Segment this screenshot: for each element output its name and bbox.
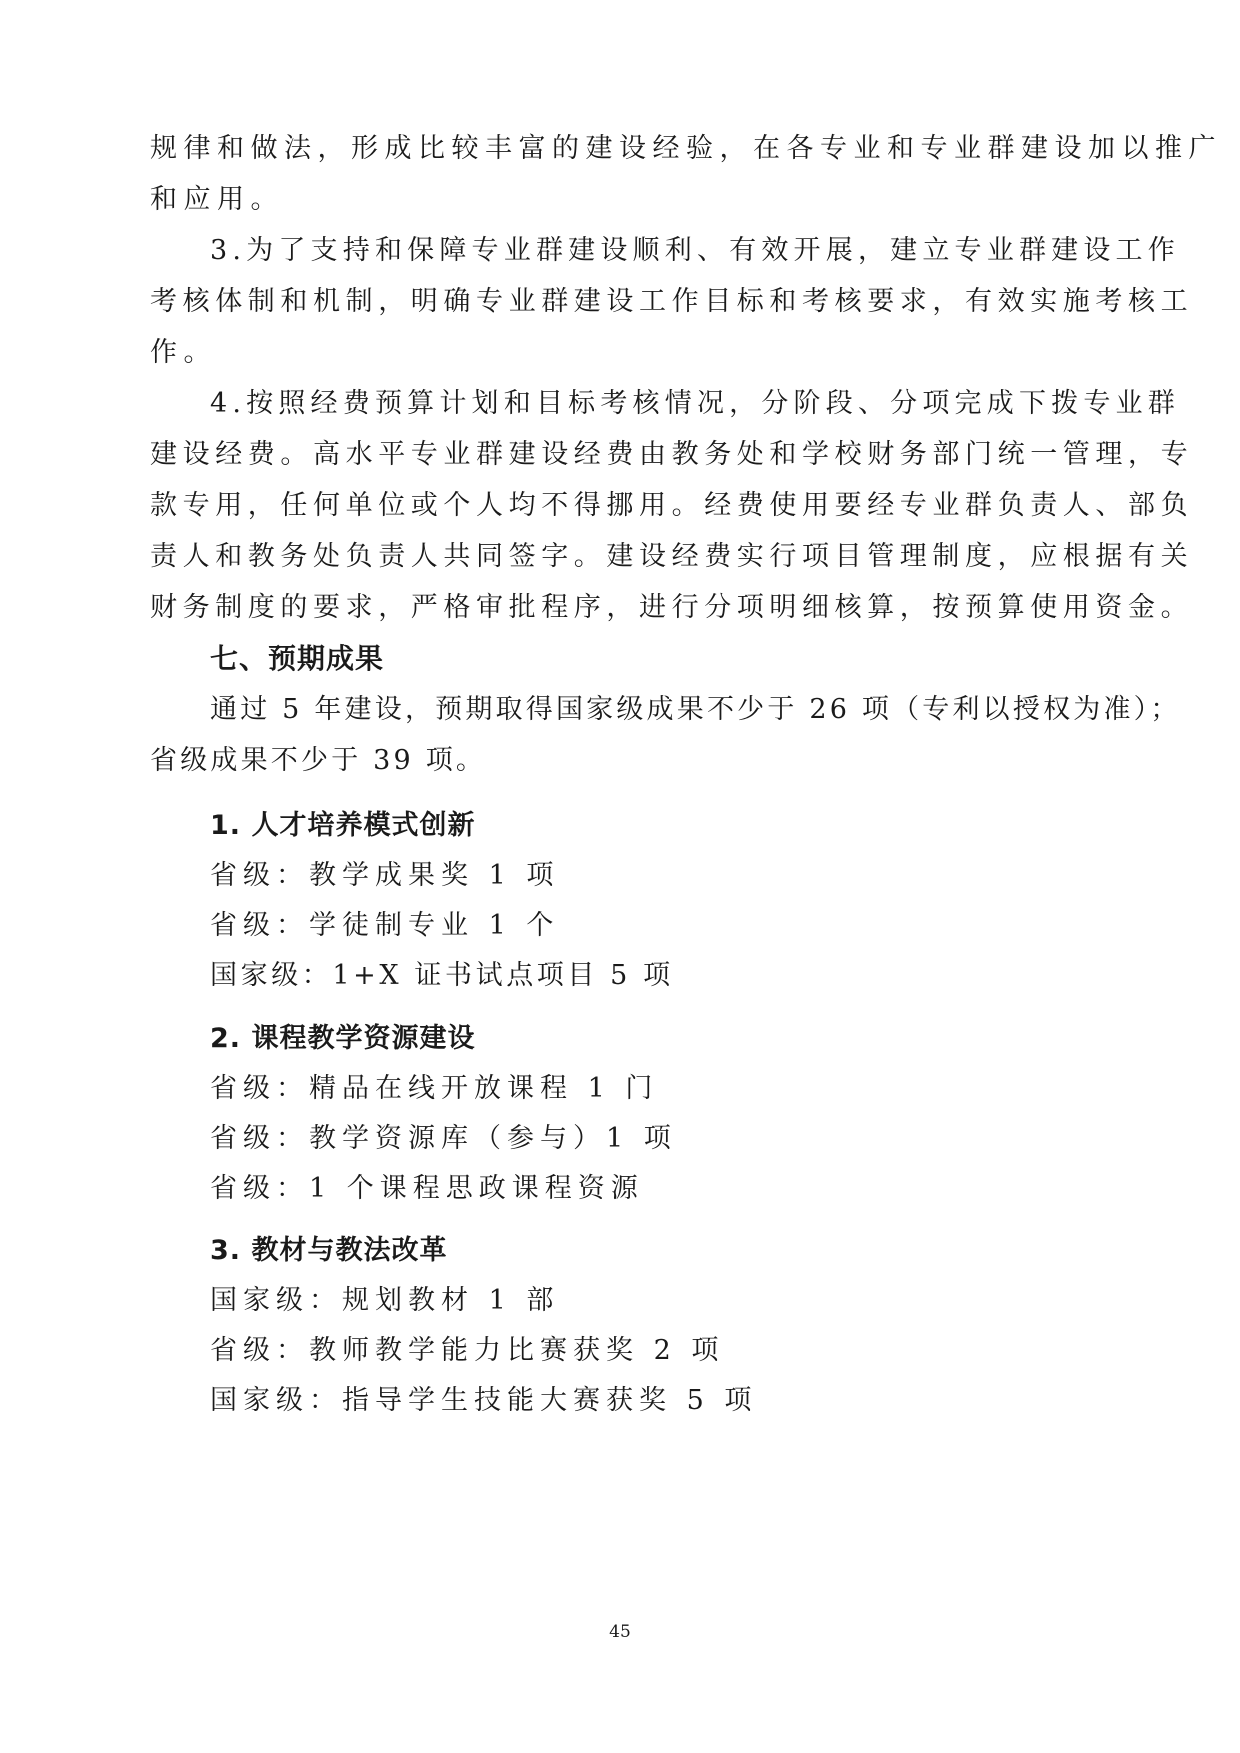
paragraph-line: 4.按照经费预算计划和目标考核情况，分阶段、分项完成下拨专业群 [210,388,1180,419]
paragraph-line: 和应用。 [150,184,284,215]
paragraph-line: 规律和做法，形成比较丰富的建设经验，在各专业和专业群建设加以推广 [150,133,1222,164]
paragraph-line: 考核体制和机制，明确专业群建设工作目标和考核要求，有效实施考核工 [150,286,1194,317]
list-item: 省级：教学成果奖 1 项 [210,860,560,891]
page-number: 45 [609,1622,631,1642]
subsection-heading: 2. 课程教学资源建设 [210,1023,476,1054]
list-item: 省级：1 个课程思政课程资源 [210,1173,644,1204]
subsection-heading: 1. 人才培养模式创新 [210,810,476,841]
paragraph-line: 财务制度的要求，严格审批程序，进行分项明细核算，按预算使用资金。 [150,592,1194,623]
list-item: 国家级：1+X 证书试点项目 5 项 [210,960,674,991]
subsection-heading: 3. 教材与教法改革 [210,1235,448,1266]
paragraph-line: 建设经费。高水平专业群建设经费由教务处和学校财务部门统一管理，专 [150,439,1194,470]
section-intro-line: 省级成果不少于 39 项。 [150,745,487,776]
paragraph-line: 3.为了支持和保障专业群建设顺利、有效开展，建立专业群建设工作 [210,235,1180,266]
list-item: 省级：精品在线开放课程 1 门 [210,1073,659,1104]
section-intro-line: 通过 5 年建设，预期取得国家级成果不少于 26 项（专利以授权为准）； [210,694,1181,725]
paragraph-line: 款专用，任何单位或个人均不得挪用。经费使用要经专业群负责人、部负 [150,490,1194,521]
paragraph-line: 责人和教务处负责人共同签字。建设经费实行项目管理制度，应根据有关 [150,541,1194,572]
section-heading: 七、预期成果 [210,642,385,675]
list-item: 省级：教师教学能力比赛获奖 2 项 [210,1335,725,1366]
list-item: 国家级：指导学生技能大赛获奖 5 项 [210,1385,758,1416]
list-item: 省级：教学资源库（参与）1 项 [210,1123,677,1154]
paragraph-line: 作。 [150,337,217,368]
list-item: 省级：学徒制专业 1 个 [210,910,560,941]
list-item: 国家级：规划教材 1 部 [210,1285,560,1316]
